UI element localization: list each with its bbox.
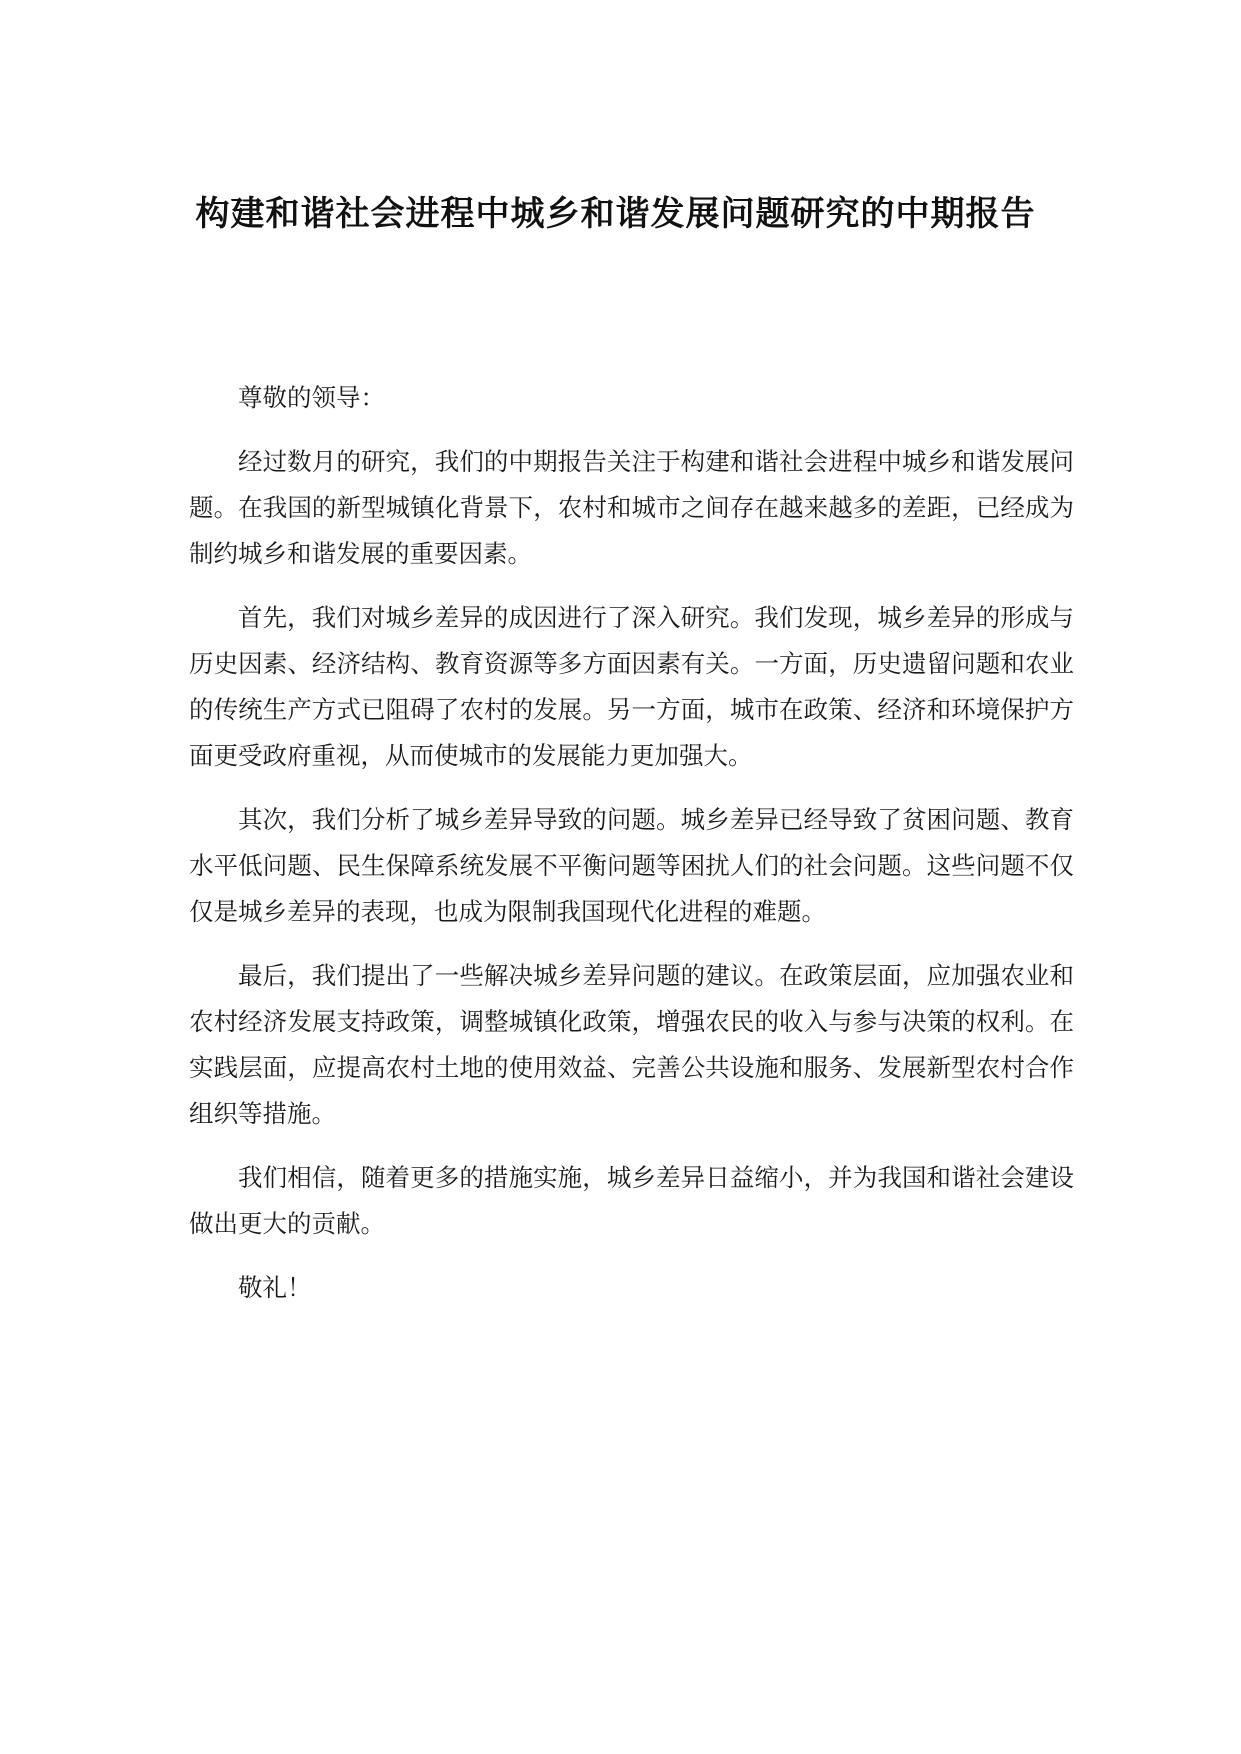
document-body	[189, 375, 1074, 1329]
closing: 敬礼！	[238, 1273, 312, 1302]
paragraph-causes: 首先，我们对城乡差异的成因进行了深入研究。我们发现，城乡差异的形成与历史因素、经济结构、教育资源等多方面因素有关。一方面，历史遗留问题和农业的传统生产方式已阻碍了农村的发展。另一方面，城市在政策、经济和环境保护方面更受政府重视，从而使城市的发展能力更加强大。	[189, 603, 1074, 770]
paragraph-suggestions: 最后，我们提出了一些解决城乡差异问题的建议。在政策层面，应加强农业和农村经济发展支持政策，调整城镇化政策，增强农民的收入与参与决策的权利。在实践层面，应提高农村土地的使用效益、完善公共设施和服务、发展新型农村合作组织等措施。	[189, 961, 1074, 1128]
document-title: 构建和谐社会进程中城乡和谐发展问题研究的中期报告	[195, 194, 1036, 234]
paragraph-intro: 经过数月的研究，我们的中期报告关注于构建和谐社会进程中城乡和谐发展问题。在我国的新型城镇化背景下，农村和城市之间存在越来越多的差距，已经成为制约城乡和谐发展的重要因素。	[189, 447, 1074, 568]
salutation: 尊敬的领导：	[238, 383, 385, 412]
paragraph-problems: 其次，我们分析了城乡差异导致的问题。城乡差异已经导致了贫困问题、教育水平低问题、民生保障系统发展不平衡问题等困扰人们的社会问题。这些问题不仅仅是城乡差异的表现，也成为限制我国现代化进程的难题。	[189, 805, 1074, 926]
paragraph-conclusion: 我们相信，随着更多的措施实施，城乡差异日益缩小，并为我国和谐社会建设做出更大的贡献。	[189, 1163, 1074, 1238]
